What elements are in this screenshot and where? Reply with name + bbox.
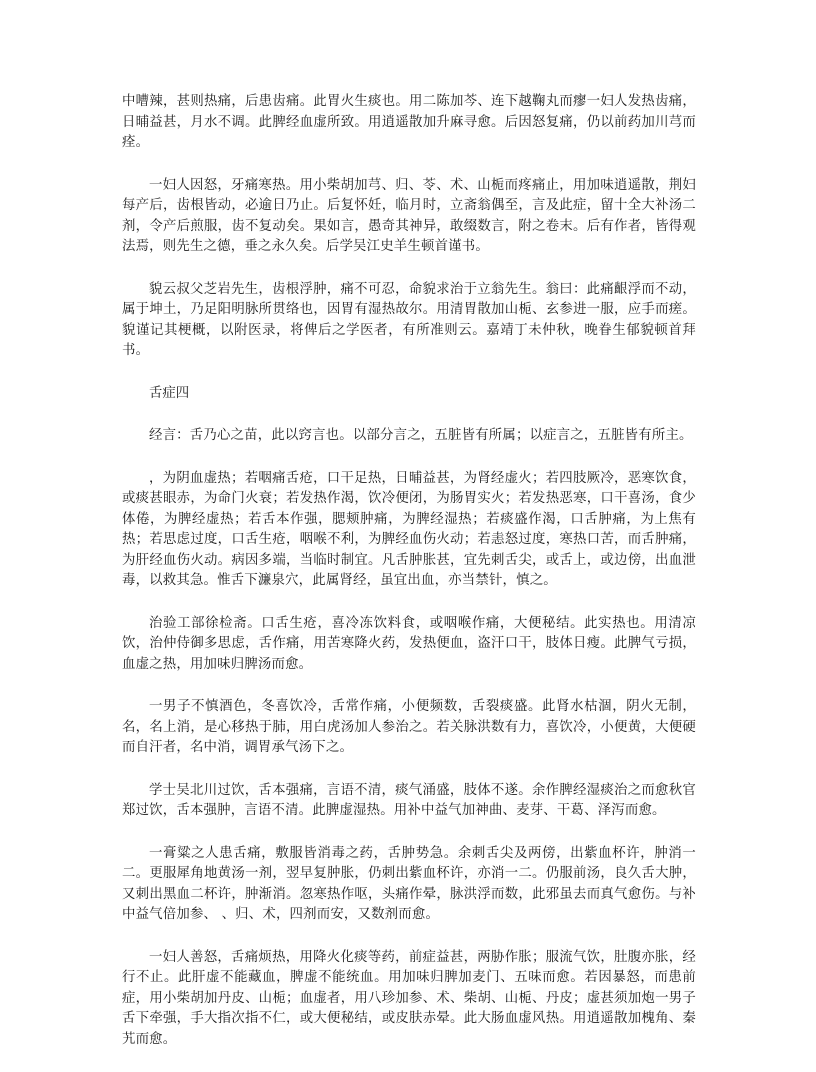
document-page — [122, 92, 696, 1072]
paragraph-3: 貌云叔父芝岩先生，齿根浮肿，痛不可忍，命貌求治于立翁先生。翁曰：此痛齦浮而不动，属于坤土，乃足阳明脉所贯络也，因胃有湿热故尔。用清胃散加山栀、玄参进一服，应手而瘥。貌谨记其梗概，以附医录，将俾后之学医者，有所准则云。嘉靖丁未仲秋，晚眷生郁貌顿首拜书。 — [122, 281, 696, 358]
paragraph-9: 一膏粱之人患舌痛，敷服皆消毒之药，舌肿势急。余刺舌尖及两傍，出紫血杯许，肿消一二。更服犀角地黄汤一剂，翌早复肿胀，仍刺出紫血杯许，亦消一二。仍服前汤，良久舌大肿，又刺出黑血二杯许，肿渐消。忽寒热作呕，头痛作晕，脉洪浮而数，此邪虽去而真气愈伤。与补中益气倍加参、 、归、术，四剂而安，又数剂而愈。 — [122, 845, 696, 922]
paragraph-1: 中嘈辣，甚则热痛，后患齿痛。此胃火生痰也。用二陈加芩、连下越鞠丸而瘳一妇人发热齿痛，日晡益甚，月水不调。此脾经血虚所致。用逍遥散加升麻寻愈。后因怒复痛，仍以前药加川芎而痊。 — [122, 94, 696, 150]
paragraph-6: 治验工部徐检斋。口舌生疮，喜冷冻饮料食，或咽喉作痛，大便秘结。此实热也。用清凉饮，治仲侍御多思虑，舌作痛，用苦寒降火药，发热便血，盗汗口干，肢体日瘦。此脾气亏损，血虚之热，用加味归脾汤而愈。 — [122, 615, 696, 672]
paragraph-10: 一妇人善怒，舌痛烦热，用降火化痰等药，前症益甚，两胁作胀；服流气饮，肚腹亦胀，经行不止。此肝虚不能藏血，脾虚不能统血。用加味归脾加麦门、五味而愈。若因暴怒，而患前症，用小柴胡加丹皮、山栀；血虚者，用八珍加参、术、柴胡、山栀、丹皮；虚甚须加炮一男子舌下牵强，手大指次指不仁，或大便秘结，或皮肤赤晕。此大肠血虚风热。用逍遥散加槐角、秦艽而愈。 — [122, 949, 696, 1047]
section-heading: 舌症四 — [149, 385, 190, 401]
paragraph-4: 经言：舌乃心之苗，此以窍言也。以部分言之，五脏皆有所属；以症言之，五脏皆有所主。 — [149, 428, 693, 443]
paragraph-2: 一妇人因怒，牙痛寒热。用小柴胡加芎、归、苓、术、山栀而疼痛止，用加味逍遥散，荆妇每产后，齿根皆动，必逾日乃止。后复怀妊，临月时，立斋翁偶至，言及此症，留十全大补汤二剂，令产后煎服，齿不复动矣。果如言，愚奇其神异，敢缀数言，附之卷末。后有作者，皆得观法焉，则先生之德，垂之永久矣。后学吴江史羊生顿首谨书。 — [122, 177, 696, 254]
paragraph-5: ，为阴血虚热；若咽痛舌疮，口干足热，日晡益甚，为肾经虚火；若四肢厥冷，恶寒饮食，或痰甚眼赤，为命门火衰；若发热作渴，饮冷便闭，为肠胃实火；若发热恶寒，口干喜汤，食少体倦，为脾经虚热；若舌本作强，腮颊肿痛，为脾经湿热；若痰盛作渴，口舌肿痛，为上焦有热；若思虑过度，口舌生疮，咽喉不利，为脾经血伤火动；若恚怒过度，寒热口苦，而舌肿痛，为肝经血伤火动。病因多端，当临时制宜。凡舌肿胀甚，宜先刺舌尖，或舌上，或边傍，出血泄毒，以救其急。惟舌下濂泉穴，此属肾经，虽宜出血，亦当禁针，慎之。 — [122, 470, 696, 588]
paragraph-8: 学士吴北川过饮，舌本强痛，言语不清，痰气涌盛，肢体不遂。余作脾经湿痰治之而愈秋官郑过饮，舌本强肿，言语不清。此脾虚湿热。用补中益气加神曲、麦芽、干葛、泽泻而愈。 — [122, 782, 696, 818]
paragraph-7: 一男子不慎酒色，冬喜饮冷，舌常作痛，小便频数，舌裂痰盛。此肾水枯涸，阴火无制，名，名上消，是心移热于肺，用白虎汤加人参治之。若关脉洪数有力，喜饮冷，小便黄，大便硬而自汗者，名中消，调胃承气汤下之。 — [122, 699, 696, 755]
